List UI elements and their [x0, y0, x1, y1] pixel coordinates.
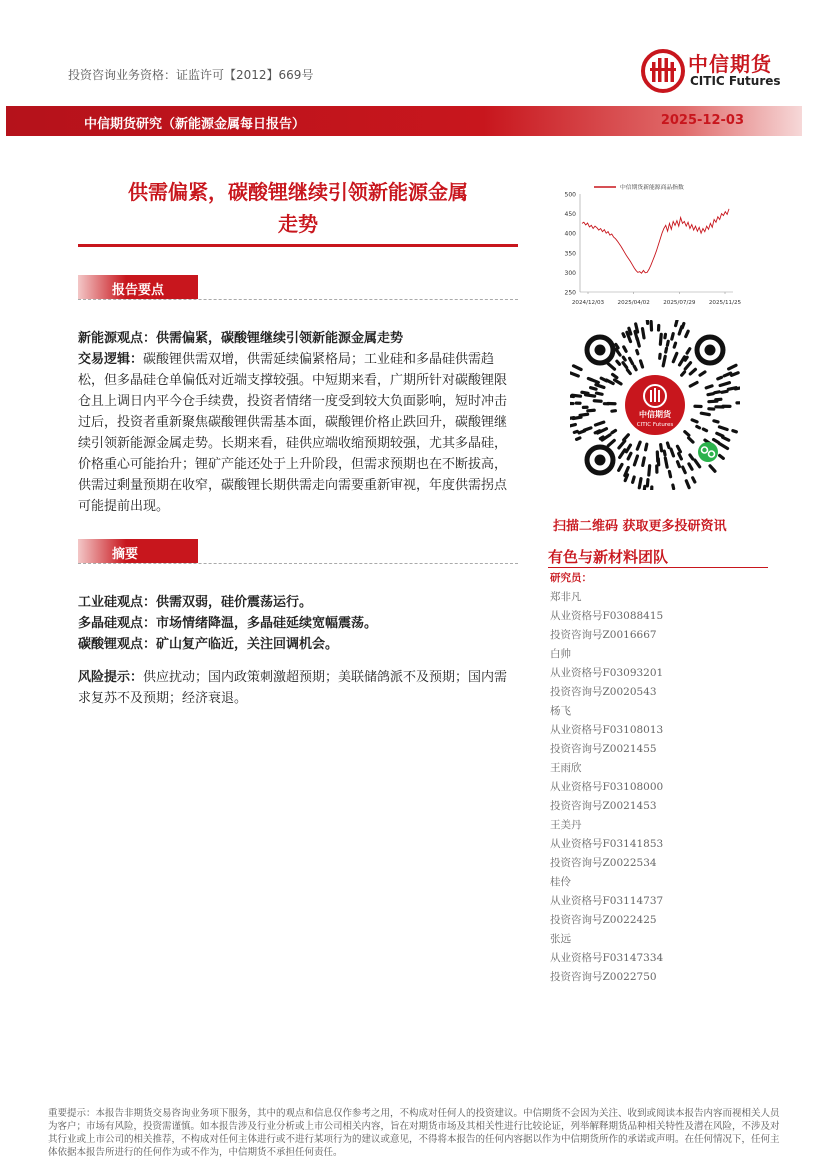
qr-module — [588, 379, 591, 380]
legend-label: 中信期货新能源商品指数 — [620, 185, 684, 191]
qr-module — [624, 435, 629, 440]
section-tab-summary — [78, 539, 198, 563]
qr-code[interactable] — [570, 320, 740, 490]
banner-title: 中信期货研究（新能源金属每日报告） — [84, 117, 306, 132]
y-tick-label: 500 — [564, 191, 576, 199]
qr-module — [580, 414, 588, 415]
section-tab-key-points — [78, 275, 198, 299]
report-title-line-1: 供需偏紧，碳酸锂继续引领新能源金属 — [128, 180, 468, 204]
x-tick-label: 2025/11/25 — [708, 300, 742, 306]
summary-item-lithium — [78, 634, 518, 655]
qr-module — [729, 365, 736, 369]
researcher-label: 研究员： — [550, 572, 592, 584]
team-line: 桂伶 — [550, 876, 571, 888]
qr-module — [642, 329, 644, 338]
qr-module — [682, 372, 685, 375]
risk-text: 供应扰动；国内政策刺激超预期；美联储鸽派不及预期；国内需求复苏不及预期；经济衰退。 — [78, 670, 508, 706]
qr-module — [708, 394, 713, 395]
disclaimer: 重要提示：本报告非期货交易咨询业务项下服务，其中的观点和信息仅作参考之用，不构成对任何人的投资建议。中信期货不会因为关注、收到或阅读本报告内容而视相关人员为客户；市场有风险，投资需谨慎。如本报告涉及行业分析或上市公司相关内容，旨在对期货市场及其相关性进行比较论证，列举解释期货品种相关特性及潜在风险，不涉及对其行业或上市公司的相关推荐，不构成对任何主体进行或不进行某项行为的建议或意见，不得将本报告的任何内容据以作为中信期货所作的承诺或声明。在任何情况下，任何主体依据本报告所进行的任何作为或不作为，中信期货不承担任何责任。 — [48, 1108, 780, 1158]
qr-logo-bar-icon — [658, 390, 660, 402]
qr-module — [579, 431, 585, 433]
qr-module — [577, 438, 580, 439]
qr-module — [714, 440, 719, 443]
qr-module — [724, 373, 731, 376]
report-date: 2025-12-03 — [660, 113, 744, 128]
qr-module — [647, 480, 648, 486]
qr-module — [616, 349, 620, 355]
qr-module — [685, 363, 690, 369]
qr-logo-en: CITIC Futures — [636, 422, 674, 428]
qr-module — [647, 320, 648, 323]
qr-module — [582, 392, 588, 393]
risk-paragraph — [78, 667, 518, 709]
qr-logo-bar-icon — [650, 390, 652, 402]
qr-module — [613, 374, 617, 377]
qr-logo-bar-icon — [654, 388, 656, 402]
qr-module — [685, 357, 687, 360]
qr-module — [595, 431, 599, 433]
qr-module — [627, 370, 630, 374]
qr-module — [667, 443, 668, 447]
qr-module — [570, 418, 574, 419]
qr-module — [625, 475, 627, 481]
qr-module — [723, 437, 729, 440]
qr-module — [634, 456, 637, 465]
qr-module — [673, 485, 674, 489]
qr-module — [686, 331, 688, 336]
summary-item-polysilicon — [78, 613, 518, 634]
qr-module — [571, 373, 579, 376]
team-line: 从业资格号F03093201 — [550, 667, 664, 679]
citic-logo-mark-icon — [640, 48, 686, 94]
qr-module — [623, 363, 627, 368]
qr-module — [720, 455, 724, 458]
qr-module — [676, 320, 678, 326]
qr-module — [695, 460, 700, 467]
qr-module — [733, 431, 736, 432]
qr-module — [718, 377, 722, 379]
qr-module — [636, 324, 638, 332]
team-line: 从业资格号F03141853 — [550, 838, 664, 850]
qr-module — [630, 358, 633, 363]
section-divider — [78, 299, 518, 300]
qr-module — [586, 395, 595, 396]
qr-module — [683, 467, 685, 473]
qr-module — [672, 334, 673, 339]
qr-finder-core-icon — [595, 345, 606, 356]
qr-module — [574, 431, 577, 432]
qr-module — [663, 356, 665, 366]
section-divider — [78, 563, 518, 564]
qr-finder-core-icon — [705, 345, 716, 356]
qr-module — [643, 458, 645, 465]
qr-module — [717, 433, 723, 436]
summary-item-label: 多晶硅观点： — [78, 616, 157, 631]
key-points-body — [78, 328, 518, 517]
team-line: 投资咨询号Z0021455 — [550, 743, 657, 755]
qr-module — [612, 430, 616, 432]
qr-module — [690, 369, 695, 374]
report-title-line-2: 走势 — [278, 212, 318, 236]
qr-module — [595, 422, 603, 425]
qr-module — [719, 427, 727, 430]
team-divider — [548, 567, 768, 568]
qr-module — [706, 386, 712, 388]
qr-logo-cn: 中信期货 — [639, 410, 671, 419]
x-tick-label: 2025/04/02 — [617, 300, 650, 306]
series-line — [582, 209, 729, 273]
qr-module — [591, 388, 596, 389]
qr-module — [639, 479, 641, 488]
qr-module — [612, 411, 616, 412]
team-line: 张远 — [550, 933, 571, 945]
license-text: 投资咨询业务资格：证监许可【2012】669号 — [68, 68, 314, 82]
qr-module — [690, 455, 693, 459]
qr-module — [624, 347, 626, 351]
team-line: 从业资格号F03108013 — [550, 724, 664, 736]
qr-module — [689, 464, 692, 469]
qr-module — [692, 420, 697, 422]
qr-module — [677, 446, 680, 451]
summary-item-label: 碳酸锂观点： — [78, 637, 157, 652]
qr-module — [687, 349, 690, 353]
qr-module — [649, 466, 650, 475]
qr-module — [628, 453, 631, 459]
x-tick-label: 2024/12/03 — [571, 300, 605, 306]
team-line: 从业资格号F03147334 — [550, 952, 664, 964]
x-tick-label: 2025/07/29 — [663, 300, 696, 306]
section-label-summary: 摘要 — [112, 547, 139, 562]
logic-text: 碳酸锂供需双增，供需延续偏紧格局；工业硅和多晶硅供需趋松，但多晶硅仓单偏低对近端支撑较强。中短期来看，广期所针对碳酸锂限仓且上调日内平今仓手续费，投资者情绪一度受到较大负面影响，短时冲击过后，投资者重新聚焦碳酸锂供需基本面，碳酸锂价格止跌回升，碳酸锂继续引领新能源金属走势。长期来看，硅供应端收缩预期较强，尤其多晶硅，价格重心可能抬升；锂矿产能还处于上升阶段，但需求预期也在不断拔高，供需过剩量预期在收窄，碳酸锂长期供需走向需要重新审视，年度供需拐点可能提前出现。 — [78, 352, 508, 514]
qr-module — [661, 445, 662, 451]
summary-item-text: 矿山复产临近，关注回调机会。 — [156, 637, 339, 652]
team-line: 从业资格号F03088415 — [550, 610, 664, 622]
qr-module — [608, 440, 614, 445]
qr-module — [690, 382, 697, 386]
summary-body — [78, 592, 518, 709]
logo-name-cn: 中信期货 — [688, 52, 772, 76]
qr-module — [619, 441, 625, 448]
logo-name-en: CITIC Futures — [690, 74, 781, 88]
y-tick-label: 350 — [564, 250, 576, 258]
team-line: 从业资格号F03108000 — [550, 781, 664, 793]
qr-module — [633, 477, 635, 482]
report-title — [78, 176, 518, 240]
team-line: 从业资格号F03114737 — [550, 895, 664, 907]
view-paragraph — [78, 328, 518, 349]
qr-module — [677, 462, 679, 467]
summary-item-text: 市场情绪降温，多晶硅延续宽幅震荡。 — [156, 616, 378, 631]
y-tick-label: 250 — [564, 289, 576, 297]
citic-futures-logo — [640, 46, 805, 96]
qr-module — [679, 454, 682, 459]
qr-module — [714, 421, 718, 422]
qr-module — [735, 387, 740, 389]
qr-module — [588, 410, 594, 411]
qr-module — [715, 392, 720, 393]
qr-module — [693, 478, 695, 482]
qr-module — [620, 450, 625, 458]
view-label: 新能源观点： — [78, 331, 157, 346]
qr-module — [722, 391, 727, 392]
qr-module — [623, 357, 625, 360]
section-label-key-points: 报告要点 — [112, 283, 165, 298]
team-line: 投资咨询号Z0020543 — [550, 686, 657, 698]
qr-module — [667, 341, 668, 345]
qr-module — [641, 361, 643, 367]
team-line: 投资咨询号Z0022425 — [550, 914, 657, 926]
team-line: 白帅 — [550, 648, 571, 660]
team-list — [550, 569, 663, 987]
team-line: 王美丹 — [550, 819, 582, 831]
qr-module — [608, 363, 615, 369]
qr-module — [731, 373, 738, 376]
qr-module — [623, 334, 624, 337]
qr-module — [629, 328, 631, 334]
qr-module — [596, 393, 602, 394]
qr-module — [685, 432, 689, 436]
y-tick-label: 450 — [564, 211, 576, 219]
team-line: 投资咨询号Z0016667 — [550, 629, 657, 641]
qr-module — [664, 451, 665, 455]
y-tick-label: 400 — [564, 230, 576, 238]
qr-finder-core-icon — [595, 455, 606, 466]
qr-module — [637, 442, 640, 449]
qr-module — [673, 353, 677, 361]
qr-module — [682, 323, 683, 327]
team-line: 投资咨询号Z0022534 — [550, 857, 657, 869]
qr-module — [697, 426, 700, 427]
mini-program-icon — [698, 442, 718, 462]
qr-module — [720, 383, 729, 386]
qr-module — [703, 429, 706, 431]
qr-module — [619, 464, 622, 470]
qr-module — [601, 378, 606, 381]
qr-module — [570, 425, 575, 427]
team-line: 投资咨询号Z0022750 — [550, 971, 657, 983]
summary-item-text: 供需双弱，硅价震荡运行。 — [156, 595, 313, 610]
qr-module — [617, 361, 620, 364]
qr-module — [665, 334, 666, 337]
qr-module — [710, 466, 715, 471]
index-line-chart — [548, 178, 758, 310]
logic-label: 交易逻辑： — [78, 352, 144, 367]
qr-module — [646, 444, 647, 450]
team-line: 投资咨询号Z0021453 — [550, 800, 657, 812]
title-divider — [78, 244, 518, 247]
report-banner — [6, 106, 802, 136]
qr-module — [686, 481, 689, 488]
qr-module — [596, 385, 604, 388]
qr-module — [637, 351, 638, 354]
qr-module — [689, 438, 693, 442]
qr-module — [616, 344, 618, 348]
risk-label: 风险提示： — [78, 670, 144, 685]
qr-module — [700, 372, 705, 375]
qr-caption: 扫描二维码 获取更多投研资讯 — [553, 519, 727, 534]
qr-module — [665, 458, 667, 467]
team-line: 郑非凡 — [550, 591, 582, 603]
summary-item-label: 工业硅观点： — [78, 595, 157, 610]
qr-module — [719, 444, 727, 449]
qr-module — [666, 348, 667, 352]
logic-paragraph — [78, 349, 518, 517]
view-text: 供需偏紧，碳酸锂继续引领新能源金属走势 — [156, 331, 404, 346]
y-tick-label: 300 — [564, 269, 576, 277]
qr-module — [600, 437, 603, 439]
qr-module — [574, 366, 582, 370]
summary-item-silicon — [78, 592, 518, 613]
qr-module — [626, 445, 630, 452]
qr-module — [615, 380, 621, 384]
team-line: 王雨欣 — [550, 762, 582, 774]
qr-module — [671, 449, 673, 456]
qr-module — [669, 471, 670, 476]
qr-module — [674, 343, 675, 347]
team-line: 杨飞 — [550, 705, 571, 717]
qr-module — [701, 413, 709, 414]
qr-module — [660, 334, 661, 344]
team-title: 有色与新材料团队 — [548, 548, 669, 566]
qr-module — [634, 366, 636, 370]
